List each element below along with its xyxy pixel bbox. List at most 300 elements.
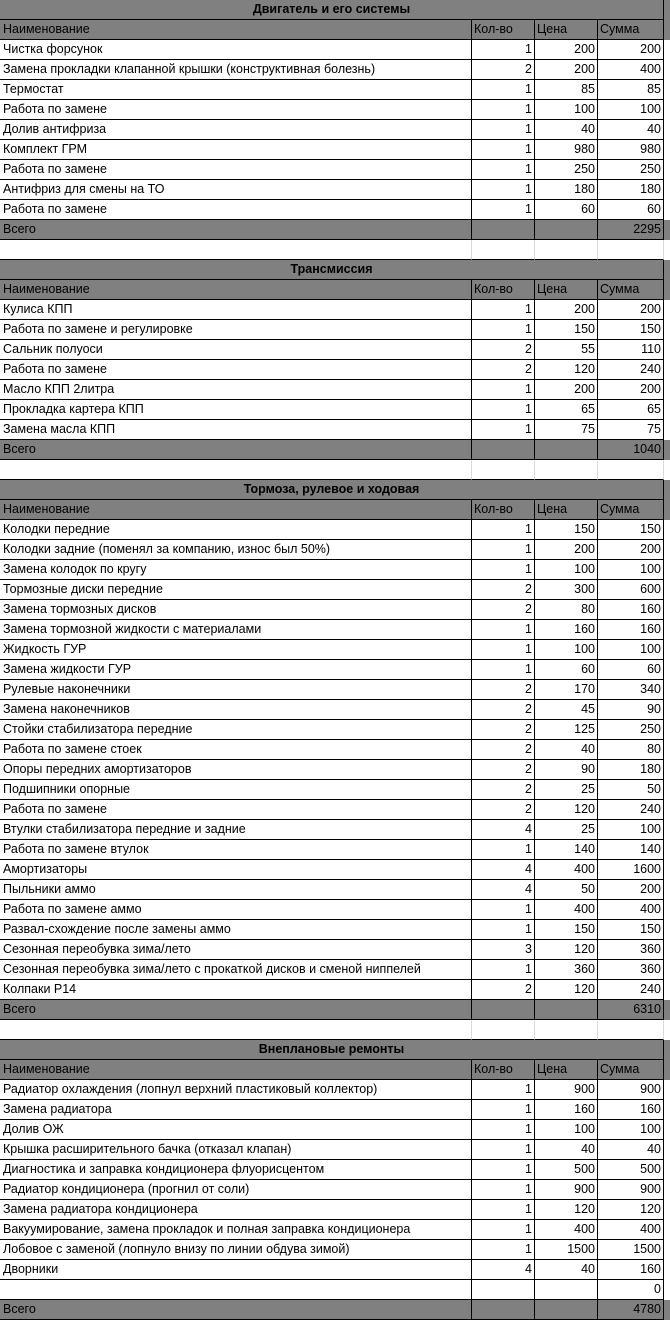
cell-price[interactable]: 100 xyxy=(535,100,598,120)
cell-qty[interactable]: 1 xyxy=(472,560,535,580)
cell-sum[interactable]: 200 xyxy=(598,40,664,60)
cell-sum[interactable]: 250 xyxy=(598,160,664,180)
table-row xyxy=(0,360,670,380)
table-row xyxy=(0,1280,670,1300)
cell-name[interactable]: Масло КПП 2литра xyxy=(0,380,472,400)
cell-sum[interactable]: 85 xyxy=(598,80,664,100)
section-title-row xyxy=(0,0,670,20)
empty-cell[interactable] xyxy=(472,1020,535,1040)
table-row xyxy=(0,580,670,600)
cell-qty[interactable]: 2 xyxy=(472,740,535,760)
table-row xyxy=(0,660,670,680)
cell-qty[interactable]: 1 xyxy=(472,380,535,400)
cell-name[interactable]: Тормозные диски передние xyxy=(0,580,472,600)
cell-qty[interactable]: 4 xyxy=(472,1260,535,1280)
cell-sum[interactable]: 200 xyxy=(598,380,664,400)
section-title[interactable]: Двигатель и его системы xyxy=(0,0,664,20)
cell-name[interactable]: Антифриз для смены на ТО xyxy=(0,180,472,200)
cell-qty[interactable]: 1 xyxy=(472,520,535,540)
cell-name[interactable]: Колодки задние (поменял за компанию, износ был 50%) xyxy=(0,540,472,560)
header-sum[interactable]: Сумма xyxy=(598,1060,664,1080)
cell-price[interactable]: 200 xyxy=(535,300,598,320)
total-row xyxy=(0,440,670,460)
cell-qty[interactable]: 1 xyxy=(472,160,535,180)
cell-name[interactable]: Лобовое с заменой (лопнуло внизу по линии обдува зимой) xyxy=(0,1240,472,1260)
cell-name[interactable]: Диагностика и заправка кондиционера флуорисцентом xyxy=(0,1160,472,1180)
cell-price[interactable]: 140 xyxy=(535,840,598,860)
section-title[interactable]: Тормоза, рулевое и ходовая xyxy=(0,480,664,500)
cell-name[interactable]: Термостат xyxy=(0,80,472,100)
empty-cell[interactable] xyxy=(472,460,535,480)
cell-price[interactable]: 900 xyxy=(535,1180,598,1200)
cell-sum[interactable]: 180 xyxy=(598,180,664,200)
cell-price[interactable]: 25 xyxy=(535,820,598,840)
cell-name[interactable]: Замена радиатора xyxy=(0,1100,472,1120)
table-row xyxy=(0,40,670,60)
total-qty-empty[interactable] xyxy=(472,1000,535,1020)
header-price[interactable]: Цена xyxy=(535,280,598,300)
cell-price[interactable]: 120 xyxy=(535,800,598,820)
cell-qty[interactable]: 1 xyxy=(472,620,535,640)
cell-qty[interactable]: 1 xyxy=(472,180,535,200)
cell-sum[interactable]: 200 xyxy=(598,540,664,560)
cell-qty[interactable]: 1 xyxy=(472,1160,535,1180)
header-price[interactable]: Цена xyxy=(535,1060,598,1080)
header-sum[interactable]: Сумма xyxy=(598,20,664,40)
section-table xyxy=(0,1040,670,1320)
cell-sum[interactable]: 160 xyxy=(598,600,664,620)
cell-price[interactable]: 80 xyxy=(535,600,598,620)
cell-qty[interactable]: 1 xyxy=(472,1100,535,1120)
cell-price[interactable] xyxy=(535,1280,598,1300)
cell-qty[interactable]: 1 xyxy=(472,300,535,320)
cell-sum[interactable]: 1600 xyxy=(598,860,664,880)
table-row xyxy=(0,400,670,420)
column-header-row xyxy=(0,280,670,300)
total-sum[interactable]: 2295 xyxy=(598,220,664,240)
cell-sum[interactable]: 110 xyxy=(598,340,664,360)
cell-name[interactable]: Сальник полуоси xyxy=(0,340,472,360)
cell-name[interactable]: Комплект ГРМ xyxy=(0,140,472,160)
cell-price[interactable]: 200 xyxy=(535,380,598,400)
cell-price[interactable]: 75 xyxy=(535,420,598,440)
cell-qty[interactable]: 1 xyxy=(472,540,535,560)
cell-name[interactable]: Работа по замене xyxy=(0,160,472,180)
total-sum[interactable]: 1040 xyxy=(598,440,664,460)
table-row xyxy=(0,1200,670,1220)
spacer-row xyxy=(0,240,670,260)
total-price-empty[interactable] xyxy=(535,1000,598,1020)
cell-qty[interactable]: 2 xyxy=(472,680,535,700)
cell-price[interactable]: 200 xyxy=(535,60,598,80)
cell-price[interactable]: 100 xyxy=(535,640,598,660)
cell-price[interactable]: 40 xyxy=(535,740,598,760)
cell-qty[interactable]: 1 xyxy=(472,320,535,340)
cell-sum[interactable]: 100 xyxy=(598,1120,664,1140)
empty-cell[interactable] xyxy=(535,240,598,260)
cell-price[interactable]: 120 xyxy=(535,360,598,380)
cell-name[interactable] xyxy=(0,1280,472,1300)
header-price[interactable]: Цена xyxy=(535,20,598,40)
cell-name[interactable]: Работа по замене xyxy=(0,800,472,820)
empty-cell[interactable] xyxy=(472,240,535,260)
table-row xyxy=(0,840,670,860)
cell-sum[interactable]: 40 xyxy=(598,1140,664,1160)
cell-qty[interactable]: 1 xyxy=(472,80,535,100)
cell-name[interactable]: Прокладка картера КПП xyxy=(0,400,472,420)
total-row xyxy=(0,220,670,240)
cell-sum[interactable]: 120 xyxy=(598,1200,664,1220)
cell-sum[interactable]: 900 xyxy=(598,1180,664,1200)
cell-name[interactable]: Жидкость ГУР xyxy=(0,640,472,660)
cell-qty[interactable]: 1 xyxy=(472,840,535,860)
cell-sum[interactable]: 140 xyxy=(598,840,664,860)
cell-qty[interactable]: 2 xyxy=(472,760,535,780)
empty-cell[interactable] xyxy=(598,240,664,260)
table-row xyxy=(0,700,670,720)
cell-price[interactable]: 160 xyxy=(535,1100,598,1120)
cell-qty[interactable]: 1 xyxy=(472,1240,535,1260)
empty-cell[interactable] xyxy=(0,240,472,260)
cell-qty[interactable]: 4 xyxy=(472,860,535,880)
cell-name[interactable]: Радиатор охлаждения (лопнул верхний пластиковый коллектор) xyxy=(0,1080,472,1100)
total-price-empty[interactable] xyxy=(535,220,598,240)
table-row xyxy=(0,1180,670,1200)
empty-cell[interactable] xyxy=(535,460,598,480)
total-row xyxy=(0,1300,670,1320)
table-row xyxy=(0,740,670,760)
total-price-empty[interactable] xyxy=(535,1300,598,1320)
cell-name[interactable]: Пыльники аммо xyxy=(0,880,472,900)
cell-price[interactable]: 40 xyxy=(535,1260,598,1280)
header-qty[interactable]: Кол-во xyxy=(472,1060,535,1080)
cell-name[interactable]: Рулевые наконечники xyxy=(0,680,472,700)
cell-qty[interactable]: 4 xyxy=(472,820,535,840)
cell-sum[interactable]: 80 xyxy=(598,740,664,760)
cell-price[interactable]: 300 xyxy=(535,580,598,600)
table-row xyxy=(0,920,670,940)
table-row xyxy=(0,380,670,400)
cell-sum[interactable]: 160 xyxy=(598,1100,664,1120)
table-row xyxy=(0,1100,670,1120)
table-row xyxy=(0,180,670,200)
cell-price[interactable]: 100 xyxy=(535,560,598,580)
cell-sum[interactable]: 100 xyxy=(598,640,664,660)
cell-sum[interactable]: 100 xyxy=(598,560,664,580)
cell-price[interactable]: 120 xyxy=(535,1200,598,1220)
cell-sum[interactable]: 180 xyxy=(598,760,664,780)
cell-sum[interactable]: 600 xyxy=(598,580,664,600)
cell-qty[interactable]: 1 xyxy=(472,1120,535,1140)
cell-qty[interactable]: 1 xyxy=(472,900,535,920)
cell-qty[interactable]: 1 xyxy=(472,920,535,940)
cell-sum[interactable]: 980 xyxy=(598,140,664,160)
cell-name[interactable]: Долив ОЖ xyxy=(0,1120,472,1140)
table-row xyxy=(0,200,670,220)
cell-qty[interactable]: 2 xyxy=(472,360,535,380)
cell-qty[interactable]: 1 xyxy=(472,1180,535,1200)
table-row xyxy=(0,1140,670,1160)
cell-name[interactable]: Замена прокладки клапанной крышки (конструктивная болезнь) xyxy=(0,60,472,80)
cell-name[interactable]: Колодки передние xyxy=(0,520,472,540)
table-row xyxy=(0,900,670,920)
cell-name[interactable]: Работа по замене втулок xyxy=(0,840,472,860)
cell-price[interactable]: 90 xyxy=(535,760,598,780)
cell-price[interactable]: 200 xyxy=(535,40,598,60)
cell-name[interactable]: Колпаки Р14 xyxy=(0,980,472,1000)
cell-price[interactable]: 150 xyxy=(535,320,598,340)
cell-price[interactable]: 60 xyxy=(535,660,598,680)
cell-name[interactable]: Развал-схождение после замены аммо xyxy=(0,920,472,940)
cell-price[interactable]: 980 xyxy=(535,140,598,160)
table-row xyxy=(0,1220,670,1240)
cell-price[interactable]: 360 xyxy=(535,960,598,980)
cell-name[interactable]: Замена масла КПП xyxy=(0,420,472,440)
cell-name[interactable]: Вакуумирование, замена прокладок и полная заправка кондиционера xyxy=(0,1220,472,1240)
cell-qty[interactable]: 1 xyxy=(472,200,535,220)
empty-cell[interactable] xyxy=(598,1020,664,1040)
cell-qty[interactable]: 1 xyxy=(472,1200,535,1220)
cell-sum[interactable]: 360 xyxy=(598,940,664,960)
cell-name[interactable]: Крышка расширительного бачка (отказал клапан) xyxy=(0,1140,472,1160)
total-price-empty[interactable] xyxy=(535,440,598,460)
empty-cell[interactable] xyxy=(535,1020,598,1040)
cell-qty[interactable]: 2 xyxy=(472,580,535,600)
cell-sum[interactable]: 900 xyxy=(598,1080,664,1100)
cell-price[interactable]: 400 xyxy=(535,1220,598,1240)
cell-qty[interactable]: 1 xyxy=(472,420,535,440)
cell-name[interactable]: Замена тормозной жидкости с материалами xyxy=(0,620,472,640)
cell-sum[interactable]: 90 xyxy=(598,700,664,720)
cell-sum[interactable]: 400 xyxy=(598,900,664,920)
cell-price[interactable]: 400 xyxy=(535,860,598,880)
cell-price[interactable]: 65 xyxy=(535,400,598,420)
cell-name[interactable]: Работа по замене xyxy=(0,360,472,380)
cell-price[interactable]: 40 xyxy=(535,120,598,140)
cell-sum[interactable]: 0 xyxy=(598,1280,664,1300)
section-title[interactable]: Трансмиссия xyxy=(0,260,664,280)
total-qty-empty[interactable] xyxy=(472,220,535,240)
cell-name[interactable]: Чистка форсунок xyxy=(0,40,472,60)
header-price[interactable]: Цена xyxy=(535,500,598,520)
cell-sum[interactable]: 65 xyxy=(598,400,664,420)
cell-sum[interactable]: 100 xyxy=(598,100,664,120)
cell-qty[interactable]: 1 xyxy=(472,1140,535,1160)
section-table xyxy=(0,260,670,460)
cell-sum[interactable]: 250 xyxy=(598,720,664,740)
cell-name[interactable]: Опоры передних амортизаторов xyxy=(0,760,472,780)
section-title-row xyxy=(0,260,670,280)
cell-sum[interactable]: 340 xyxy=(598,680,664,700)
cell-name[interactable]: Замена колодок по кругу xyxy=(0,560,472,580)
cell-sum[interactable]: 240 xyxy=(598,800,664,820)
table-row xyxy=(0,640,670,660)
cell-price[interactable]: 100 xyxy=(535,1120,598,1140)
total-qty-empty[interactable] xyxy=(472,440,535,460)
total-label[interactable]: Всего xyxy=(0,220,472,240)
total-sum[interactable]: 4780 xyxy=(598,1300,664,1320)
total-label[interactable]: Всего xyxy=(0,1300,472,1320)
table-row xyxy=(0,1160,670,1180)
cell-price[interactable]: 150 xyxy=(535,520,598,540)
cell-qty[interactable]: 2 xyxy=(472,800,535,820)
cell-qty[interactable]: 2 xyxy=(472,980,535,1000)
cell-price[interactable]: 25 xyxy=(535,780,598,800)
cell-price[interactable]: 500 xyxy=(535,1160,598,1180)
cell-name[interactable]: Кулиса КПП xyxy=(0,300,472,320)
section-title[interactable]: Внеплановые ремонты xyxy=(0,1040,664,1060)
cell-price[interactable]: 45 xyxy=(535,700,598,720)
cell-name[interactable]: Сезонная переобувка зима/лето xyxy=(0,940,472,960)
cell-price[interactable]: 120 xyxy=(535,940,598,960)
section-table xyxy=(0,0,670,240)
cell-name[interactable]: Радиатор кондиционера (прогнил от соли) xyxy=(0,1180,472,1200)
cell-qty[interactable] xyxy=(472,1280,535,1300)
cell-qty[interactable]: 1 xyxy=(472,660,535,680)
cell-sum[interactable]: 240 xyxy=(598,360,664,380)
empty-cell[interactable] xyxy=(598,460,664,480)
cell-sum[interactable]: 500 xyxy=(598,1160,664,1180)
cell-name[interactable]: Работа по замене xyxy=(0,100,472,120)
table-row xyxy=(0,720,670,740)
cell-qty[interactable]: 1 xyxy=(472,1220,535,1240)
cell-sum[interactable]: 200 xyxy=(598,880,664,900)
cell-name[interactable]: Подшипники опорные xyxy=(0,780,472,800)
cell-qty[interactable]: 1 xyxy=(472,140,535,160)
header-name[interactable]: Наименование xyxy=(0,1060,472,1080)
cell-sum[interactable]: 150 xyxy=(598,320,664,340)
header-qty[interactable]: Кол-во xyxy=(472,500,535,520)
table-row xyxy=(0,60,670,80)
header-sum[interactable]: Сумма xyxy=(598,500,664,520)
cell-price[interactable]: 60 xyxy=(535,200,598,220)
cell-qty[interactable]: 2 xyxy=(472,720,535,740)
cell-qty[interactable]: 1 xyxy=(472,1080,535,1100)
table-row xyxy=(0,340,670,360)
cell-name[interactable]: Амортизаторы xyxy=(0,860,472,880)
cell-name[interactable]: Работа по замене аммо xyxy=(0,900,472,920)
header-name[interactable]: Наименование xyxy=(0,500,472,520)
cell-name[interactable]: Долив антифриза xyxy=(0,120,472,140)
table-row xyxy=(0,520,670,540)
cell-price[interactable]: 55 xyxy=(535,340,598,360)
cell-qty[interactable]: 2 xyxy=(472,700,535,720)
cell-sum[interactable]: 1500 xyxy=(598,1240,664,1260)
cell-name[interactable]: Работа по замене xyxy=(0,200,472,220)
cell-price[interactable]: 50 xyxy=(535,880,598,900)
cell-price[interactable]: 125 xyxy=(535,720,598,740)
cell-price[interactable]: 400 xyxy=(535,900,598,920)
cell-price[interactable]: 180 xyxy=(535,180,598,200)
cell-qty[interactable]: 1 xyxy=(472,400,535,420)
cell-price[interactable]: 160 xyxy=(535,620,598,640)
cell-sum[interactable]: 50 xyxy=(598,780,664,800)
header-qty[interactable]: Кол-во xyxy=(472,20,535,40)
cell-price[interactable]: 250 xyxy=(535,160,598,180)
table-row xyxy=(0,320,670,340)
cell-name[interactable]: Работа по замене и регулировке xyxy=(0,320,472,340)
cell-price[interactable]: 200 xyxy=(535,540,598,560)
cell-qty[interactable]: 1 xyxy=(472,100,535,120)
cell-sum[interactable]: 240 xyxy=(598,980,664,1000)
cell-name[interactable]: Работа по замене стоек xyxy=(0,740,472,760)
table-row xyxy=(0,100,670,120)
cell-name[interactable]: Замена наконечников xyxy=(0,700,472,720)
cell-qty[interactable]: 1 xyxy=(472,120,535,140)
table-row xyxy=(0,300,670,320)
cell-name[interactable]: Замена тормозных дисков xyxy=(0,600,472,620)
total-sum[interactable]: 6310 xyxy=(598,1000,664,1020)
cell-sum[interactable]: 160 xyxy=(598,1260,664,1280)
cell-qty[interactable]: 2 xyxy=(472,780,535,800)
table-row xyxy=(0,540,670,560)
cell-name[interactable]: Замена радиатора кондиционера xyxy=(0,1200,472,1220)
cell-sum[interactable]: 150 xyxy=(598,520,664,540)
cell-qty[interactable]: 1 xyxy=(472,640,535,660)
cell-price[interactable]: 900 xyxy=(535,1080,598,1100)
cell-sum[interactable]: 100 xyxy=(598,820,664,840)
header-name[interactable]: Наименование xyxy=(0,280,472,300)
empty-cell[interactable] xyxy=(0,460,472,480)
cell-name[interactable]: Стойки стабилизатора передние xyxy=(0,720,472,740)
table-row xyxy=(0,820,670,840)
cell-qty[interactable]: 2 xyxy=(472,600,535,620)
cell-sum[interactable]: 400 xyxy=(598,1220,664,1240)
cell-qty[interactable]: 2 xyxy=(472,340,535,360)
column-header-row xyxy=(0,20,670,40)
cell-sum[interactable]: 75 xyxy=(598,420,664,440)
column-header-row xyxy=(0,500,670,520)
cell-sum[interactable]: 40 xyxy=(598,120,664,140)
total-label[interactable]: Всего xyxy=(0,1000,472,1020)
cell-price[interactable]: 150 xyxy=(535,920,598,940)
cell-sum[interactable]: 60 xyxy=(598,200,664,220)
cell-price[interactable]: 40 xyxy=(535,1140,598,1160)
table-row xyxy=(0,940,670,960)
empty-cell[interactable] xyxy=(0,1020,472,1040)
cell-sum[interactable]: 60 xyxy=(598,660,664,680)
table-row xyxy=(0,600,670,620)
cell-name[interactable]: Сезонная переобувка зима/лето с прокаткой дисков и сменой ниппелей xyxy=(0,960,472,980)
cell-qty[interactable]: 1 xyxy=(472,40,535,60)
spacer-row xyxy=(0,460,670,480)
cell-sum[interactable]: 400 xyxy=(598,60,664,80)
cell-price[interactable]: 85 xyxy=(535,80,598,100)
total-qty-empty[interactable] xyxy=(472,1300,535,1320)
header-sum[interactable]: Сумма xyxy=(598,280,664,300)
section-title-row xyxy=(0,1040,670,1060)
cell-sum[interactable]: 360 xyxy=(598,960,664,980)
cell-qty[interactable]: 2 xyxy=(472,60,535,80)
cell-sum[interactable]: 150 xyxy=(598,920,664,940)
table-row xyxy=(0,980,670,1000)
cell-qty[interactable]: 4 xyxy=(472,880,535,900)
cell-price[interactable]: 120 xyxy=(535,980,598,1000)
cell-name[interactable]: Дворники xyxy=(0,1260,472,1280)
header-name[interactable]: Наименование xyxy=(0,20,472,40)
table-row xyxy=(0,1120,670,1140)
cell-price[interactable]: 170 xyxy=(535,680,598,700)
cell-sum[interactable]: 160 xyxy=(598,620,664,640)
cell-qty[interactable]: 3 xyxy=(472,940,535,960)
total-label[interactable]: Всего xyxy=(0,440,472,460)
cell-sum[interactable]: 200 xyxy=(598,300,664,320)
cell-name[interactable]: Втулки стабилизатора передние и задние xyxy=(0,820,472,840)
cell-name[interactable]: Замена жидкости ГУР xyxy=(0,660,472,680)
cell-qty[interactable]: 1 xyxy=(472,960,535,980)
header-qty[interactable]: Кол-во xyxy=(472,280,535,300)
cell-price[interactable]: 1500 xyxy=(535,1240,598,1260)
